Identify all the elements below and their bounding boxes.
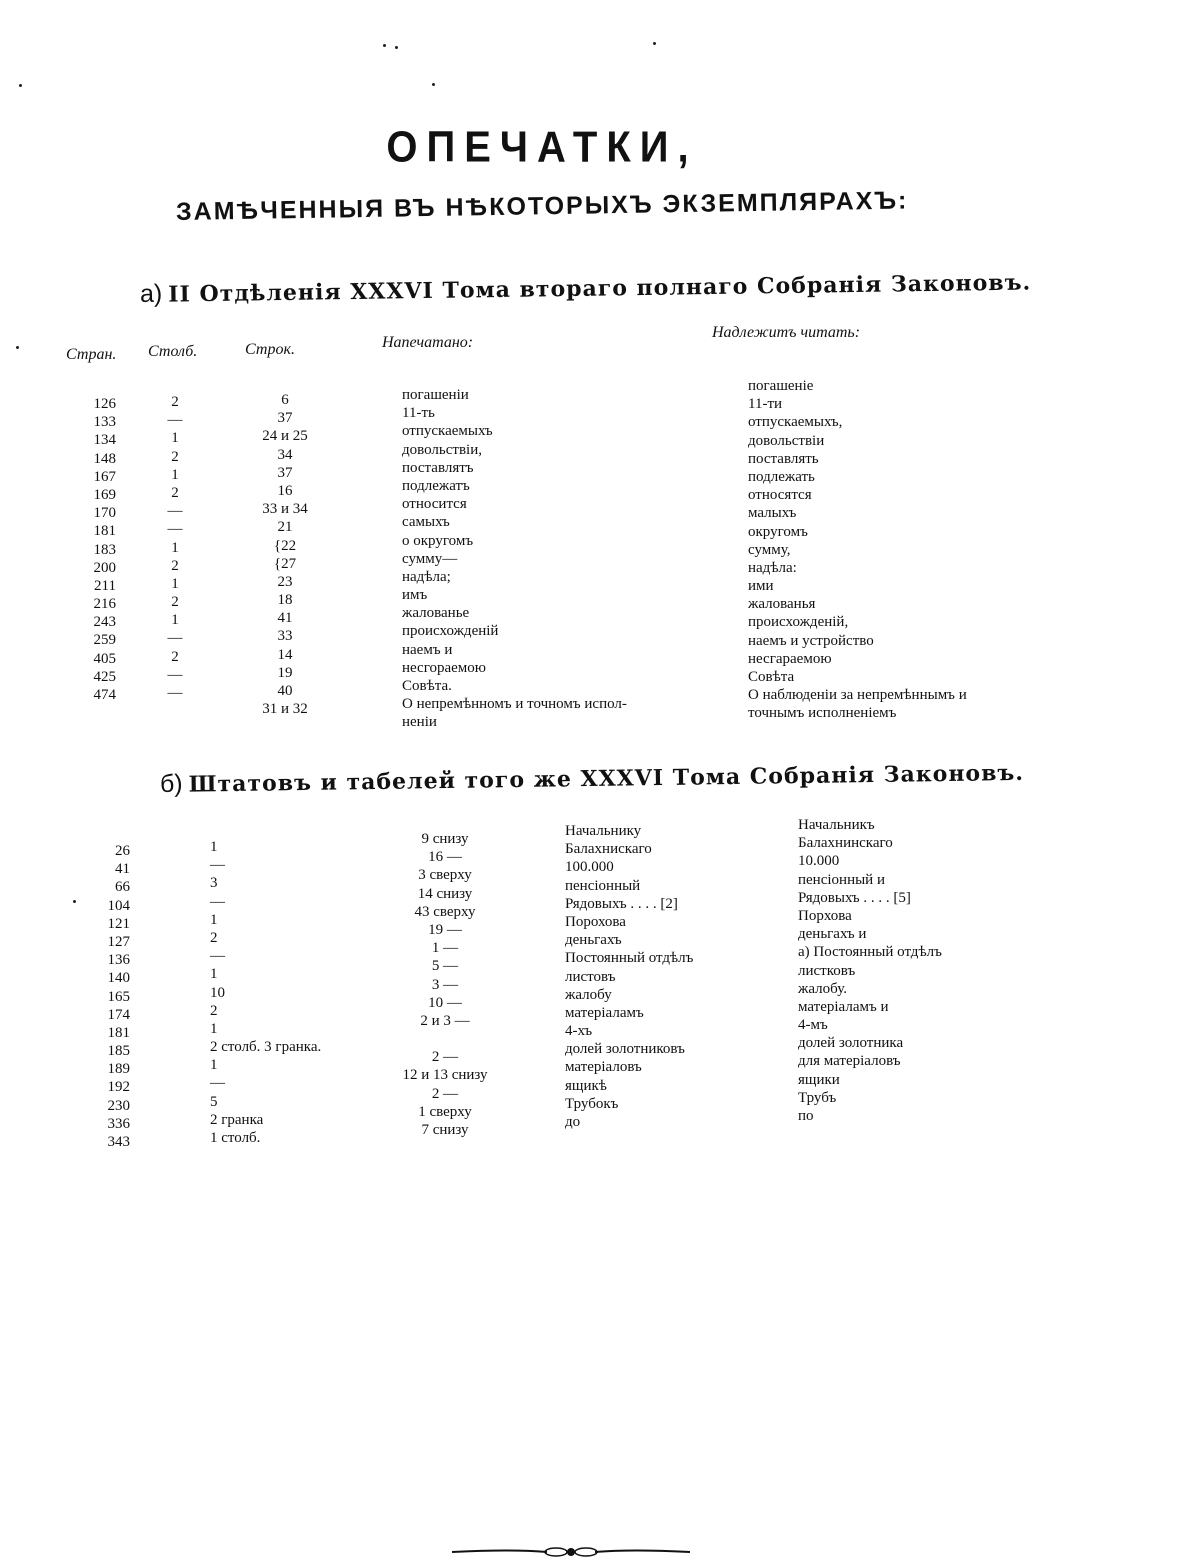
correct-text: наемъ и устройство (748, 632, 874, 649)
section-b-pages (80, 842, 130, 1151)
correct-text: 10.000 (798, 853, 840, 870)
scan-speck (653, 42, 656, 45)
line-number: 40 (277, 683, 293, 699)
line-number: 33 и 34 (262, 501, 308, 518)
line-number: 34 (277, 446, 293, 463)
printed-text: несгораемою (402, 659, 487, 676)
line-number: 6 (281, 392, 289, 408)
line-number: 5 — (431, 958, 459, 975)
page-number: 474 (93, 687, 116, 703)
page-number: 66 (115, 879, 130, 896)
line-number: 1 — (431, 940, 459, 957)
line-number: 14 (277, 646, 293, 663)
section-a-marker: а) (139, 279, 163, 308)
page-number: 243 (93, 614, 116, 631)
printed-text: пенсіонный (565, 877, 641, 894)
column-number: 2 (171, 557, 179, 574)
printed-text: довольствіи, (402, 441, 482, 458)
column-number: 2 гранка (210, 1111, 264, 1128)
section-b-printed (565, 822, 785, 1131)
column-number: — (167, 630, 183, 647)
printed-text: неніи (402, 714, 437, 731)
printed-text: долей золотниковъ (565, 1041, 685, 1058)
column-number: 2 (210, 929, 218, 946)
page-number: 170 (93, 505, 116, 522)
column-number: 3 (210, 875, 218, 892)
header-printed: Напечатано: (382, 334, 474, 351)
column-number: 1 (210, 1020, 218, 1037)
column-number: 1 (171, 430, 179, 447)
correct-text: жалобу. (798, 980, 847, 997)
correct-text: Порхова (798, 907, 852, 924)
line-number: 19 — (428, 921, 462, 938)
correct-text: Совѣта (748, 669, 795, 685)
correct-text: Балахнинскаго (798, 835, 893, 852)
correct-text: Трубъ (798, 1089, 837, 1106)
correct-text: Начальникъ (798, 817, 875, 833)
printed-text: Порохова (565, 913, 626, 930)
correct-text: жалованья (748, 596, 816, 613)
section-b-lines (370, 830, 520, 1139)
page-number: 181 (93, 523, 116, 540)
line-number (370, 1030, 520, 1048)
page-number: 167 (93, 468, 116, 485)
line-number: 43 сверху (414, 903, 476, 920)
scan-speck (383, 44, 386, 47)
correct-text: надѣла: (748, 559, 797, 576)
line-number: 21 (277, 519, 293, 536)
column-number: 10 (210, 984, 225, 1001)
printed-text: матеріаламъ (565, 1004, 644, 1021)
scan-speck (16, 346, 19, 349)
line-number: 9 снизу (421, 831, 469, 847)
correct-text: пенсіонный и (798, 871, 885, 888)
correct-text: точнымъ исполненіемъ (748, 705, 897, 722)
correct-text: 11-ти (748, 396, 783, 413)
line-number: 19 (277, 664, 293, 681)
correct-text: погашеніе (748, 378, 814, 394)
page-number: 126 (93, 396, 116, 412)
correct-text: листковъ (798, 962, 856, 979)
printed-text: происхожденій (402, 623, 499, 640)
page-number: 169 (93, 486, 116, 503)
page-number: 136 (107, 952, 130, 969)
printed-text: погашеніи (402, 387, 469, 403)
printed-text: поставлятъ (402, 459, 474, 476)
page-number: 134 (93, 432, 116, 449)
printed-text: 11-ть (402, 405, 435, 422)
column-number: 2 (171, 594, 179, 611)
printed-text: 4-хъ (565, 1023, 593, 1040)
scan-speck (395, 46, 398, 49)
page-number: 405 (93, 650, 116, 667)
line-number: 10 — (428, 994, 462, 1011)
correct-text: по (798, 1108, 814, 1124)
line-number: 2 и 3 — (420, 1012, 470, 1029)
column-number: 1 (171, 466, 179, 483)
correct-text: малыхъ (748, 505, 797, 522)
column-number: 2 (171, 448, 179, 465)
section-a-columns (155, 393, 195, 702)
correct-text: поставлять (748, 450, 819, 467)
scan-speck (19, 84, 22, 87)
printed-text: листовъ (565, 968, 616, 985)
page-number: 26 (115, 843, 130, 859)
page-number: 259 (93, 632, 116, 649)
page-number: 127 (107, 933, 130, 950)
section-a-pages (70, 395, 116, 704)
page-number: 200 (93, 559, 116, 576)
printed-text: Трубокъ (565, 1095, 619, 1112)
printed-text: жалобу (565, 986, 612, 1003)
printed-text: жалованье (402, 605, 470, 622)
column-number: — (167, 503, 183, 520)
column-number: 1 столб. (210, 1130, 261, 1146)
page-number: 104 (107, 897, 130, 914)
page-number: 174 (107, 1006, 130, 1023)
correct-text: О наблюденіи за непремѣннымъ и (748, 687, 967, 704)
section-a-correct (748, 377, 1078, 723)
section-b-title: Штатовъ и табелей того же XXXVI Тома Собранія Законовъ. (188, 759, 1025, 798)
line-number: {22 (273, 537, 297, 554)
printed-text: самыхъ (402, 514, 450, 531)
line-number: {27 (273, 555, 297, 572)
line-number: 7 снизу (421, 1122, 469, 1138)
line-number: 2 — (431, 1049, 459, 1066)
page-number: 211 (94, 577, 116, 594)
page-number: 192 (107, 1079, 130, 1096)
column-number: — (167, 412, 183, 429)
section-a-printed (402, 386, 732, 732)
line-number: 37 (277, 410, 293, 427)
section-b-heading (160, 758, 1024, 799)
printed-text: Начальнику (565, 823, 642, 839)
printed-text: подлежатъ (402, 477, 470, 494)
page-number: 185 (107, 1043, 130, 1060)
line-number: 18 (277, 592, 293, 609)
column-number: 1 (171, 612, 179, 629)
correct-text: сумму, (748, 541, 791, 558)
page-number: 189 (107, 1061, 130, 1078)
line-number: 3 — (431, 976, 459, 993)
line-number: 1 сверху (418, 1103, 472, 1120)
header-page: Стран. (66, 346, 117, 363)
printed-text: относится (402, 496, 467, 513)
column-number: — (210, 857, 225, 874)
printed-text: О непремѣнномъ и точномъ испол- (402, 696, 627, 713)
line-number: 16 (277, 482, 293, 499)
line-number: 41 (277, 610, 293, 627)
section-a-heading (140, 268, 1032, 309)
column-number: 2 (171, 484, 179, 501)
line-number: 3 сверху (418, 867, 472, 884)
page-number: 140 (107, 970, 130, 987)
printed-text: Балахнискаго (565, 841, 652, 858)
printed-text: надѣла; (402, 568, 451, 585)
page-subtitle: ЗАМѢЧЕННЫЯ ВЪ НѢКОТОРЫХЪ ЭКЗЕМПЛЯРАХЪ: (175, 186, 909, 226)
printed-text: до (565, 1114, 581, 1130)
column-number: 1 (210, 911, 218, 928)
printed-text: матеріаловъ (565, 1059, 642, 1076)
correct-text: а) Постоянный отдѣлъ (798, 944, 942, 961)
printed-text: Рядовыхъ . . . . [2] (565, 895, 678, 912)
column-number: 2 (171, 648, 179, 665)
line-number: 23 (277, 573, 293, 590)
page-number: 183 (93, 541, 116, 558)
line-number: 24 и 25 (262, 428, 308, 445)
page-number: 165 (107, 988, 130, 1005)
page-number: 181 (107, 1024, 130, 1041)
correct-text: несгараемою (748, 650, 832, 667)
column-number: — (167, 666, 183, 683)
column-number: 1 (171, 575, 179, 592)
correct-text: относятся (748, 487, 812, 504)
correct-text: подлежать (748, 468, 815, 485)
section-a-lines (240, 391, 330, 718)
column-number: 1 (210, 966, 218, 983)
printed-text: ящикѣ (565, 1077, 607, 1094)
column-number: 2 столб. 3 гранка. (210, 1039, 322, 1056)
correct-text: 4-мъ (798, 1017, 828, 1034)
scan-speck (432, 83, 435, 86)
line-number: 37 (277, 464, 293, 481)
column-number: 1 (171, 539, 179, 556)
correct-text: отпускаемыхъ, (748, 414, 843, 431)
ornament-divider (452, 1543, 690, 1561)
header-line: Строк. (245, 341, 295, 358)
page-number: 343 (107, 1134, 130, 1150)
line-number: 33 (277, 628, 293, 645)
line-number: 31 и 32 (262, 701, 308, 718)
correct-text: ими (748, 578, 774, 595)
section-b-correct (798, 816, 1028, 1125)
correct-text: происхожденій, (748, 614, 849, 631)
section-b-columns (210, 838, 390, 1147)
page-number: 133 (93, 414, 116, 431)
page-title: ОПЕЧАТКИ, (386, 122, 698, 172)
column-number: 1 (210, 1057, 218, 1074)
printed-text: 100.000 (565, 859, 614, 876)
line-number: 12 и 13 снизу (402, 1067, 488, 1084)
printed-text: Совѣта. (402, 678, 452, 694)
header-correct: Надлежитъ читать: (712, 324, 861, 341)
column-number: 5 (210, 1093, 218, 1110)
correct-text: ящики (798, 1071, 840, 1088)
correct-text: округомъ (748, 523, 808, 540)
correct-text: для матеріаловъ (798, 1053, 901, 1070)
page-number: 148 (93, 450, 116, 467)
column-number: 2 (171, 394, 179, 410)
column-number: — (167, 685, 183, 701)
page-number: 336 (107, 1115, 130, 1132)
printed-text: отпускаемыхъ (402, 423, 493, 440)
column-number: — (167, 521, 183, 538)
printed-text: наемъ и (402, 641, 453, 658)
column-number: — (210, 1075, 225, 1092)
column-number: — (210, 948, 225, 965)
page-number: 425 (93, 668, 116, 685)
column-number: 2 (210, 1002, 218, 1019)
page-number: 216 (93, 596, 116, 613)
printed-text: Постоянный отдѣлъ (565, 950, 694, 967)
printed-text: деньгахъ (565, 932, 622, 949)
line-number: 16 — (428, 849, 462, 866)
scan-speck (73, 900, 76, 903)
section-a-title: II Отдѣленія XXXVI Тома втораго полнаго Собранія Законовъ. (168, 269, 1032, 308)
correct-text: матеріаламъ и (798, 998, 889, 1015)
correct-text: Рядовыхъ . . . . [5] (798, 889, 911, 906)
column-number: 1 (210, 839, 218, 855)
line-number: 14 снизу (417, 885, 473, 902)
column-number: — (210, 893, 225, 910)
page-number: 121 (107, 915, 130, 932)
printed-text: имъ (402, 587, 428, 604)
page-number: 41 (115, 861, 130, 878)
printed-text: сумму— (402, 550, 458, 567)
printed-text: о округомъ (402, 532, 474, 549)
line-number: 2 — (431, 1085, 459, 1102)
section-b-marker: б) (159, 769, 183, 798)
correct-text: довольствіи (748, 432, 825, 449)
correct-text: деньгахъ и (798, 926, 867, 943)
correct-text: долей золотника (798, 1035, 904, 1052)
header-column: Столб. (148, 343, 198, 360)
page-number: 230 (107, 1097, 130, 1114)
